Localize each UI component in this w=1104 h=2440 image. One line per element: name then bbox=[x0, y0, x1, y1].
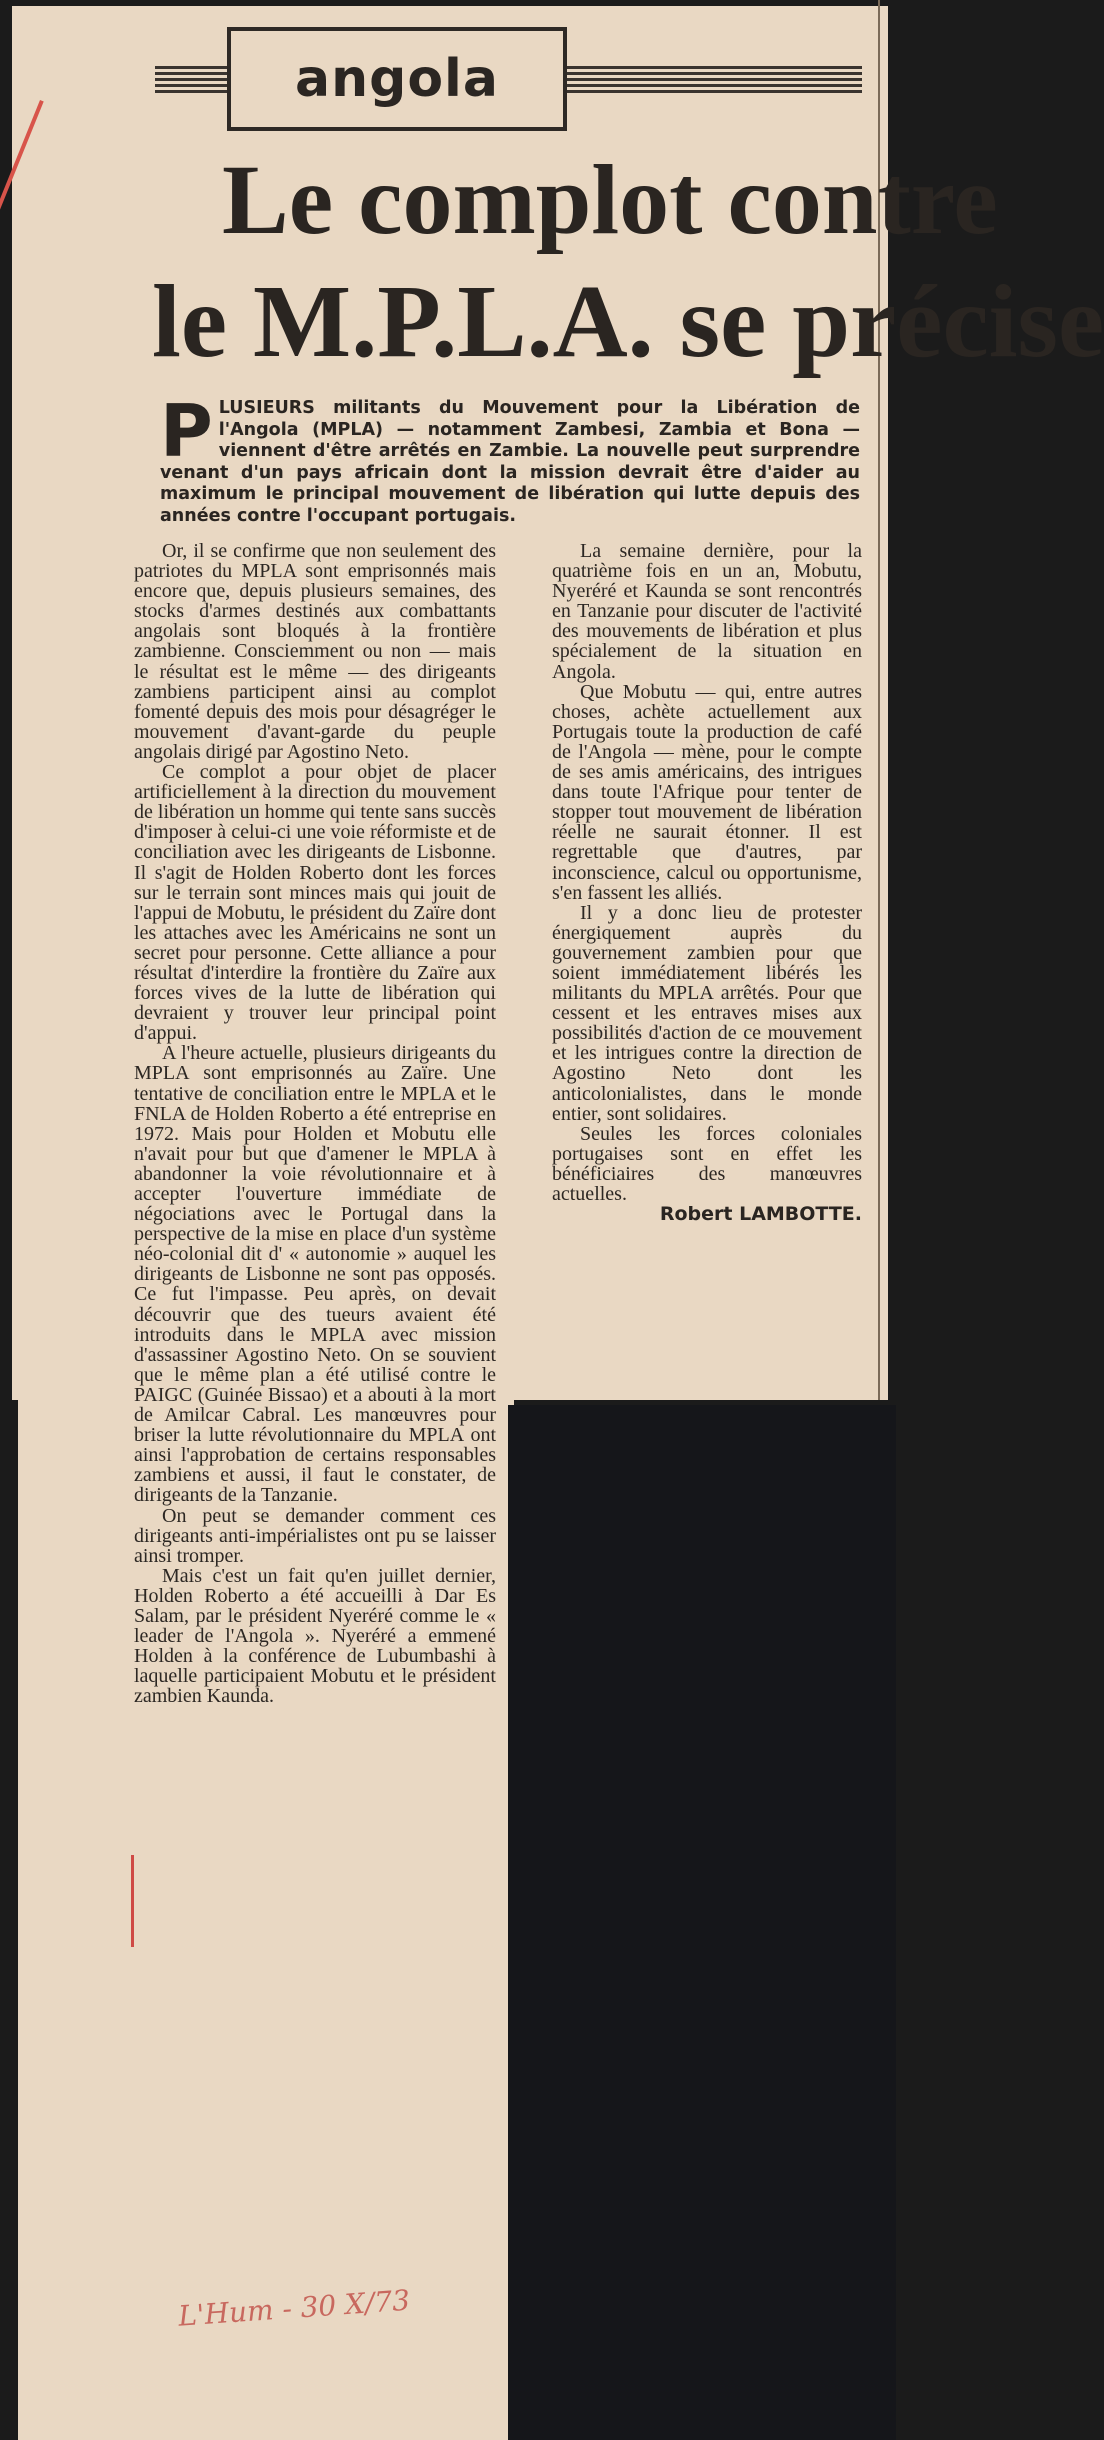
handwritten-source-note: L'Hum - 30 X/73 bbox=[177, 2283, 412, 2333]
red-pen-margin-mark bbox=[131, 1855, 134, 1947]
article-column-left bbox=[134, 541, 496, 1706]
left-paragraph-4: On peut se demander comment ces dirigeants anti-impérialistes ont pu se laisser ainsi tromper. bbox=[134, 1504, 496, 1567]
right-paragraph-3: Il y a donc lieu de protester énergiquement auprès du gouvernement zambien pour que soient immédiatement libérés les militants du MPLA arrêtés. Pour que cessent et les entraves mises aux possibilités d'action de ce mouvement et les intrigues contre la direction de Agostino Neto dont les anticolonialistes, dans le monde entier, sont solidaires. bbox=[552, 901, 862, 1125]
right-paragraph-2: Que Mobutu — qui, entre autres choses, achète actuellement aux Portugais toute la production de café de l'Angola — mène, pour le compte de ses amis américains, des intrigues dans toute l'Afrique pour tenter de stopper tout mouvement de libération réelle ne saurait étonner. Il est regrettable que d'autres, par inconscience, calcul ou opportunisme, s'en fassent les alliés. bbox=[552, 680, 862, 904]
kicker-rule-left bbox=[155, 66, 227, 94]
right-paragraph-4: Seules les forces coloniales portugaises sont en effet les bénéficiaires des manœuvres actuelles. bbox=[552, 1122, 862, 1205]
lead-text: LUSIEURS militants du Mouvement pour la Libération de l'Angola (MPLA) — notamment Zambesi, Zambia et Bona — viennent d'être arrêtés en Zambie. La nouvelle peut surprendre venant d'un pays africain dont la mission devrait être d'aider au maximum le principal mouvement de libération qui lutte depuis des années contre l'occupant portugais. bbox=[160, 398, 860, 526]
section-kicker: angola bbox=[295, 49, 499, 109]
left-paragraph-1: Or, il se confirme que non seulement des patriotes du MPLA sont emprisonnés mais encore que, depuis plusieurs semaines, des stocks d'armes destinés aux combattants angolais sont bloqués à la frontière zambienne. Consciemment ou non — mais le résultat est le même — des dirigeants zambiens participent ainsi au complot fomenté depuis des mois pour désagréger le mouvement d'avant-garde du peuple angolais dirigé par Agostino Neto. bbox=[134, 540, 496, 763]
author-signature: Robert LAMBOTTE. bbox=[659, 1203, 862, 1226]
lead-paragraph bbox=[160, 389, 860, 527]
headline-line-2: le M.P.L.A. se précise bbox=[152, 264, 1104, 379]
right-paragraph-1: La semaine dernière, pour la quatrième fois en un an, Mobutu, Nyeréré et Kaunda se sont rencontrés en Tanzanie pour discuter de l'activité des mouvements de libération et plus spécialement de la situation en Angola. bbox=[552, 540, 862, 683]
section-kicker-box bbox=[227, 27, 567, 131]
lead-dropcap: P bbox=[160, 389, 213, 473]
kicker-rule-right bbox=[567, 66, 862, 94]
article-column-right bbox=[552, 541, 862, 1224]
dark-background-area bbox=[508, 1405, 896, 2440]
left-paragraph-3: A l'heure actuelle, plusieurs dirigeants du MPLA sont emprisonnés au Zaïre. Une tentative de conciliation entre le MPLA et le FNLA de Holden Roberto a été entreprise en 1972. Mais pour Holden et Mobutu elle n'avait pour but que d'amener le MPLA à abandonner la voie révolutionnaire et à accepter l'ouverture immédiate de négociations avec le Portugal dans la perspective de la mise en place d'un système néo-colonial dit d' « autonomie » auquel les dirigeants de Lisbonne ne sont pas opposés. Ce fut l'impasse. Peu après, on devait découvrir que des tueurs avaient été introduits dans le MPLA avec mission d'assassiner Agostino Neto. On se souvient que le même plan a été utilisé contre le PAIGC (Guinée Bissao) et a abouti à la mort de Amilcar Cabral. Les manœuvres pour briser la lutte révolutionnaire du MPLA ont ainsi l'approbation de certains responsables zambiens et aussi, il faut le constater, de dirigeants de la Tanzanie. bbox=[134, 1042, 496, 1507]
left-paragraph-2: Ce complot a pour objet de placer artificiellement à la direction du mouvement de libération un homme qui tente sans succès d'imposer à celui-ci une voie réformiste et de conciliation avec les dirigeants de Lisbonne. Il s'agit de Holden Roberto dont les forces sur le terrain sont minces mais qui jouit de l'appui de Mobutu, le président du Zaïre dont les attaches avec les Américains ne sont un secret pour personne. Cette alliance a pour résultat d'interdire la frontière du Zaïre aux forces vives de la lutte de libération qui devraient y trouver leur principal point d'appui. bbox=[134, 761, 496, 1045]
headline-line-1: Le complot contre bbox=[222, 144, 998, 255]
left-paragraph-5: Mais c'est un fait qu'en juillet dernier, Holden Roberto a été accueilli à Dar Es Salam, par le président Nyeréré comme le « leader de l'Angola ». Nyeréré a emmené Holden à la conférence de Lubumbashi à laquelle participaient Mobutu et le président zambien Kaunda. bbox=[134, 1564, 496, 1708]
